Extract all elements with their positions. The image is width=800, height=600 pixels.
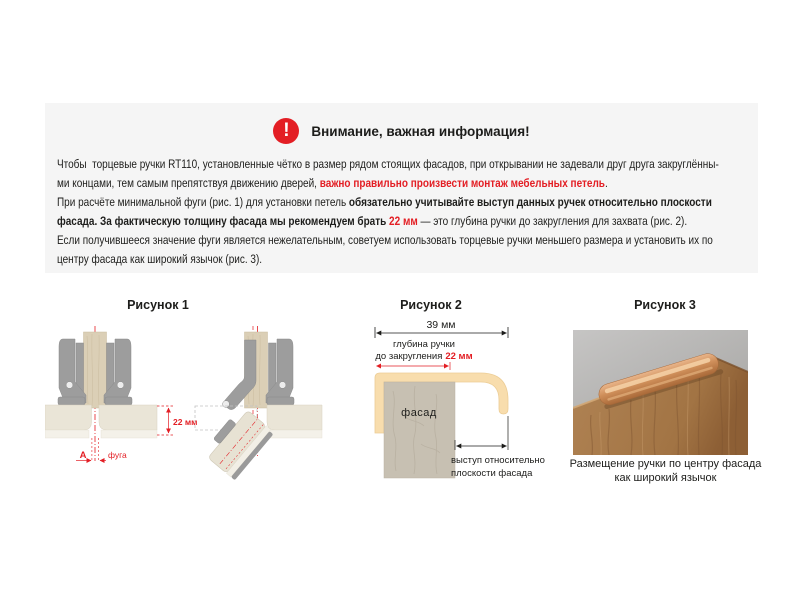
text-segment: . bbox=[604, 176, 608, 190]
figure2-title: Рисунок 2 bbox=[400, 298, 462, 312]
figure2-handle-profile bbox=[363, 316, 553, 490]
warning-line bbox=[57, 250, 719, 269]
figure1-hinge-diagram bbox=[45, 318, 340, 493]
text-segment: Чтобы торцевые ручки RT110, установленные чётко в размер рядом стоящих фасадов, при открывании не задевали друг друга закруглённы- bbox=[57, 157, 719, 171]
warning-title: Внимание, важная информация! bbox=[311, 123, 530, 139]
facade-board bbox=[384, 382, 455, 478]
text-segment: При расчёте минимальной фуги (рис. 1) для установки петель bbox=[57, 195, 349, 209]
gap-fuga-label: фуга bbox=[108, 450, 127, 460]
depth-caption-line1: глубина ручки bbox=[393, 339, 455, 350]
hinge-left-icon bbox=[58, 339, 86, 405]
text-segment: центру фасада как широкий язычок (рис. 3). bbox=[57, 252, 263, 266]
facade-label: фасад bbox=[401, 407, 437, 419]
figure3-caption bbox=[558, 457, 773, 485]
warning-line bbox=[57, 174, 719, 193]
hinge-right-icon bbox=[266, 339, 294, 405]
text-segment: обязательно учитывайте выступ данных ручек относительно плоскости bbox=[348, 195, 712, 209]
warning-paragraph bbox=[57, 155, 719, 269]
warning-line bbox=[57, 155, 719, 174]
dimension-22mm bbox=[157, 406, 173, 435]
door-right bbox=[99, 405, 157, 430]
warning-box bbox=[45, 103, 758, 273]
protrusion-line2: плоскости фасада bbox=[451, 468, 533, 479]
dimension-22mm bbox=[377, 362, 451, 370]
figure3-caption-line2: как широкий язычок bbox=[614, 472, 717, 484]
text-segment: фасада. За фактическую толщину фасада мы рекомендуем брать bbox=[57, 214, 390, 228]
figure3-title: Рисунок 3 bbox=[634, 298, 696, 312]
dimension-protrusion bbox=[455, 416, 508, 450]
text-segment: Если получившееся значение фуги является нежелательным, советуем использовать торцевые ручки меньшего размера и установить их по bbox=[57, 233, 713, 247]
figure3-caption-line1: Размещение ручки по центру фасада bbox=[569, 458, 762, 470]
protrusion-line1: выступ относительно bbox=[451, 455, 545, 466]
dim-22mm-label: 22 мм bbox=[173, 417, 198, 427]
text-segment: 22 мм bbox=[389, 214, 418, 228]
door-left bbox=[45, 405, 92, 430]
gap-letter-label: А bbox=[79, 450, 87, 461]
hinge-right-icon bbox=[104, 339, 132, 405]
exclamation-icon: ! bbox=[273, 118, 299, 144]
door-open bbox=[202, 405, 275, 480]
text-segment: ми концами, тем самым препятствуя движению дверей, bbox=[57, 176, 320, 190]
warning-header bbox=[45, 118, 758, 144]
text-segment: важно правильно произвести монтаж мебельных петель bbox=[319, 176, 605, 190]
gap-dimension bbox=[76, 438, 127, 461]
warning-line bbox=[57, 212, 719, 231]
hinge-diagram-open bbox=[195, 326, 322, 480]
hinge-diagram-closed bbox=[45, 326, 197, 461]
text-segment: — это глубина ручки до закругления для захвата (рис. 2). bbox=[417, 214, 688, 228]
figure3-photo bbox=[573, 330, 748, 455]
door-right bbox=[267, 405, 322, 430]
depth-caption-line2: до закругления 22 мм bbox=[375, 351, 473, 362]
warning-line bbox=[57, 231, 719, 250]
cabinet-panel bbox=[84, 332, 107, 408]
figure1-title: Рисунок 1 bbox=[127, 298, 189, 312]
dim-39mm-label: 39 мм bbox=[426, 319, 456, 331]
warning-line bbox=[57, 193, 719, 212]
